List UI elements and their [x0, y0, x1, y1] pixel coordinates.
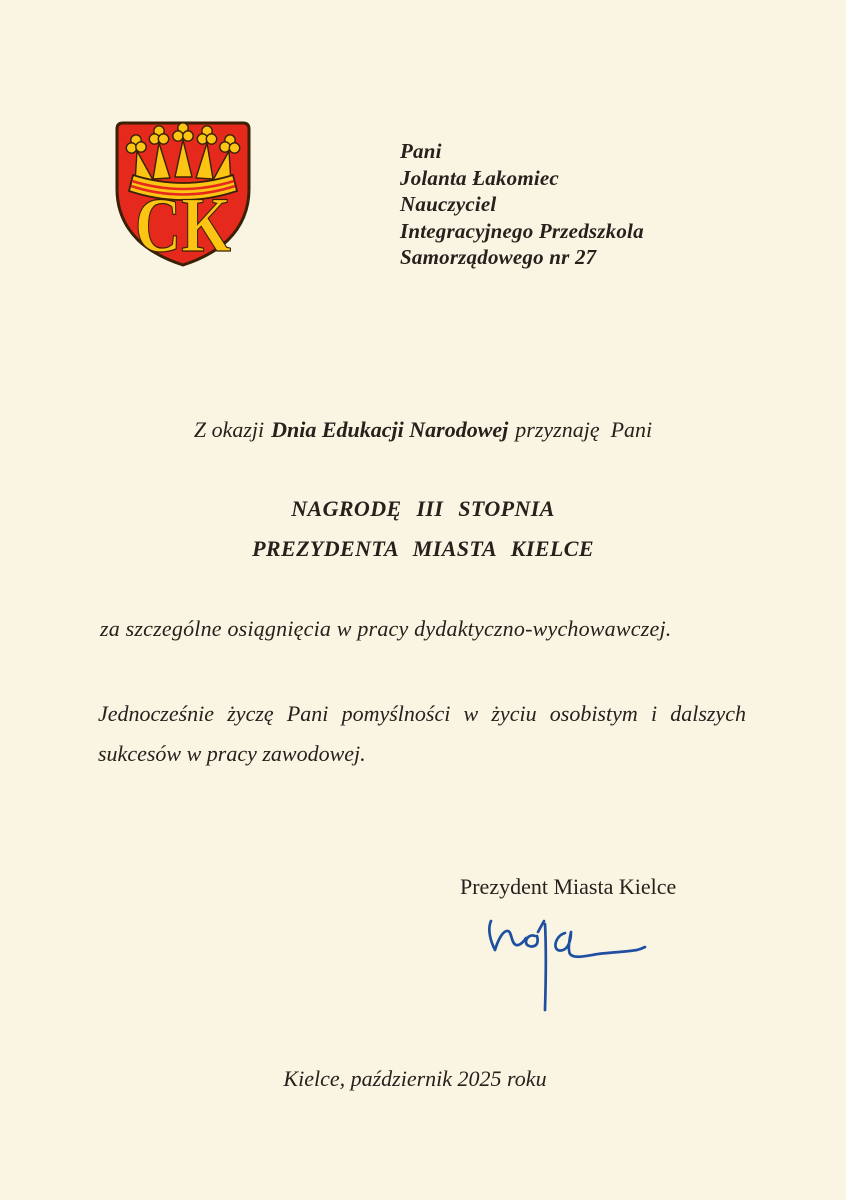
signer-title: Prezydent Miasta Kielce — [460, 874, 677, 899]
signature-stroke — [555, 932, 645, 957]
occasion-prefix: Z okazji — [193, 417, 265, 442]
kielce-coat-of-arms — [113, 119, 253, 271]
wishes-paragraph — [98, 694, 746, 774]
occasion-verb: przyznaję — [515, 417, 600, 442]
signature-stroke — [545, 924, 546, 1010]
recipient-line: Nauczyciel — [400, 192, 497, 216]
wishes-line-2: sukcesów w pracy zawodowej. — [98, 741, 366, 766]
wishes-line-1: Jednocześnie życzę Pani pomyślności w życiu osobistym i dalszych — [98, 701, 746, 726]
reason-text: za szczególne osiągnięcia w pracy dydaktyczno-wychowawczej. — [100, 616, 672, 641]
occasion-line — [0, 417, 846, 443]
date-line: Kielce, październik 2025 roku — [283, 1066, 547, 1091]
signature-stroke — [489, 921, 526, 950]
coat-of-arms-icon — [113, 119, 253, 271]
signature-icon — [478, 905, 698, 1017]
recipient-line: Samorządowego nr 27 — [400, 245, 597, 269]
award-title-line-2: PREZYDENTA MIASTA KIELCE — [252, 536, 594, 561]
recipient-line: Jolanta Łakomiec — [400, 165, 559, 190]
signature-stroke — [526, 935, 538, 946]
recipient-block — [400, 138, 644, 271]
coat-monogram: CK — [135, 181, 232, 268]
recipient-line: Integracyjnego Przedszkola — [400, 218, 644, 243]
handwritten-signature — [478, 905, 698, 1017]
occasion-name: Dnia Edukacji Narodowej — [271, 417, 509, 442]
occasion-addressee: Pani — [610, 417, 653, 442]
signature-stroke — [538, 921, 544, 932]
recipient-line: Pani — [400, 139, 442, 163]
award-title-line-1: NAGRODĘ III STOPNIA — [291, 496, 555, 521]
